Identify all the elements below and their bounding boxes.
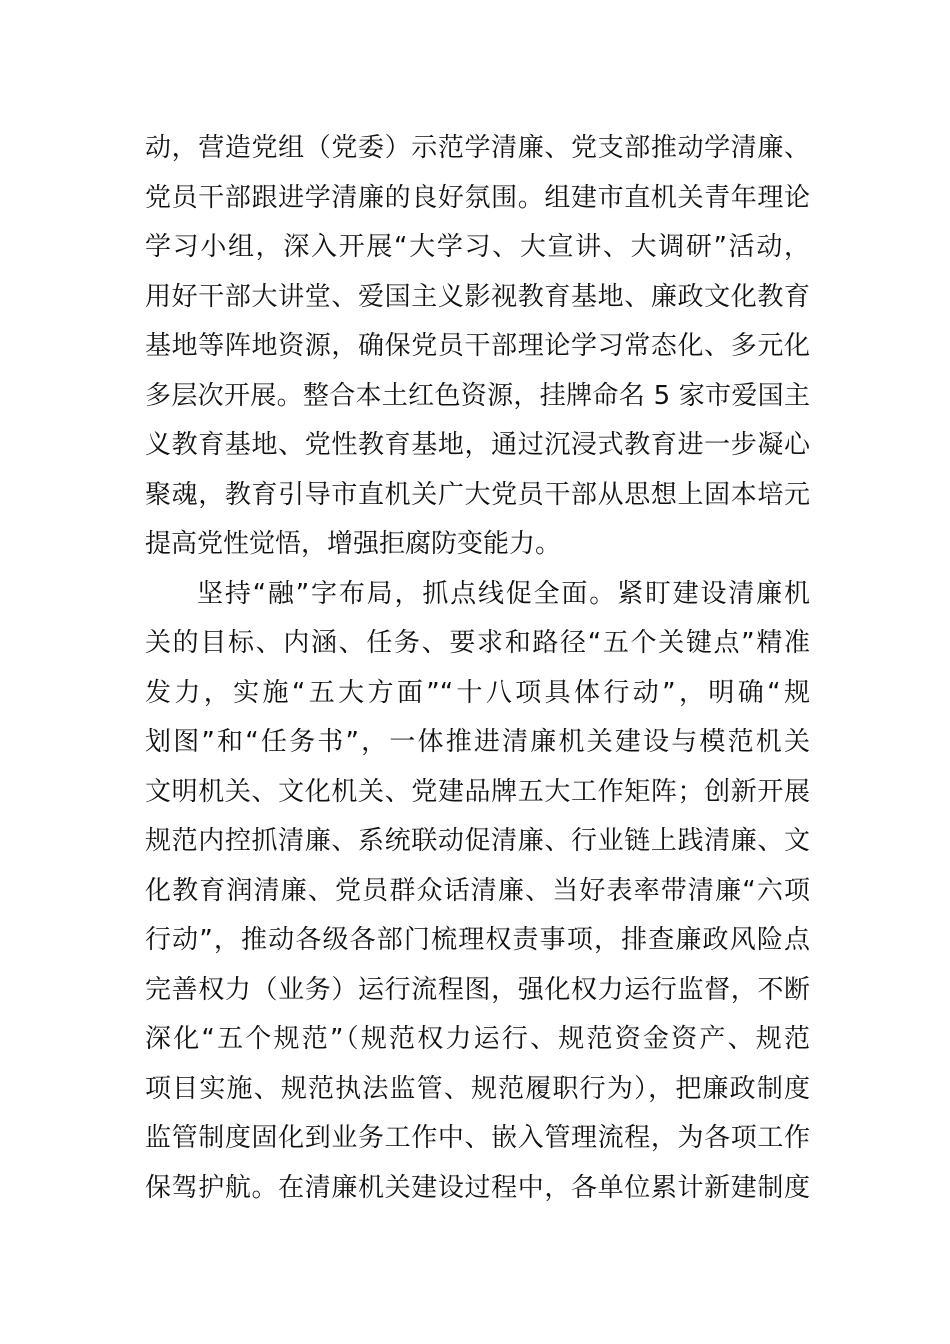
text-line: 规范内控抓清廉、系统联动促清廉、行业链上践清廉、文 — [145, 826, 810, 856]
text-line: 多层次开展。整合本土红色资源，挂牌命名 5 家市爱国主 — [145, 380, 810, 411]
text-line: 关的目标、内涵、任务、要求和路径“五个关键点”精准 — [145, 628, 810, 658]
body-text — [145, 124, 810, 1213]
text-line: 文明机关、文化机关、党建品牌五大工作矩阵；创新开展 — [145, 776, 810, 807]
text-line: 行动”，推动各级各部门梳理权责事项，排查廉政风险点 — [145, 925, 810, 955]
text-line: 划图”和“任务书”，一体推进清廉机关建设与模范机关 — [145, 727, 810, 757]
text-line: 党员干部跟进学清廉的良好氛围。组建市直机关青年理论 — [145, 182, 810, 213]
text-line: 义教育基地、党性教育基地，通过沉浸式教育进一步凝心 — [145, 430, 810, 460]
text-line: 动，营造党组（党委）示范学清廉、党支部推动学清廉、 — [145, 133, 810, 163]
text-line: 聚魂，教育引导市直机关广大党员干部从思想上固本培元 — [145, 479, 810, 510]
text-line: 完善权力（业务）运行流程图，强化权力运行监督，不断 — [145, 974, 810, 1005]
text-line: 基地等阵地资源，确保党员干部理论学习常态化、多元化 — [145, 331, 810, 361]
paragraph-start-line: 坚持“融”字布局，抓点线促全面。紧盯建设清廉机 — [197, 578, 810, 609]
text-line: 监管制度固化到业务工作中、嵌入管理流程，为各项工作 — [145, 1123, 810, 1153]
paragraph-end-line: 提高党性觉悟，增强拒腐防变能力。 — [145, 529, 562, 559]
text-line: 发力，实施“五大方面”“十八项具体行动”，明确“规 — [145, 677, 810, 708]
text-line: 深化“五个规范”（规范权力运行、规范资金资产、规范 — [145, 1024, 810, 1054]
text-line: 学习小组，深入开展“大学习、大宣讲、大调研”活动， — [145, 232, 810, 262]
text-line: 用好干部大讲堂、爱国主义影视教育基地、廉政文化教育 — [145, 281, 810, 312]
text-line: 化教育润清廉、党员群众话清廉、当好表率带清廉“六项 — [145, 875, 810, 906]
text-line: 项目实施、规范执法监管、规范履职行为），把廉政制度 — [145, 1073, 810, 1104]
text-line: 保驾护航。在清廉机关建设过程中，各单位累计新建制度 — [145, 1172, 810, 1203]
